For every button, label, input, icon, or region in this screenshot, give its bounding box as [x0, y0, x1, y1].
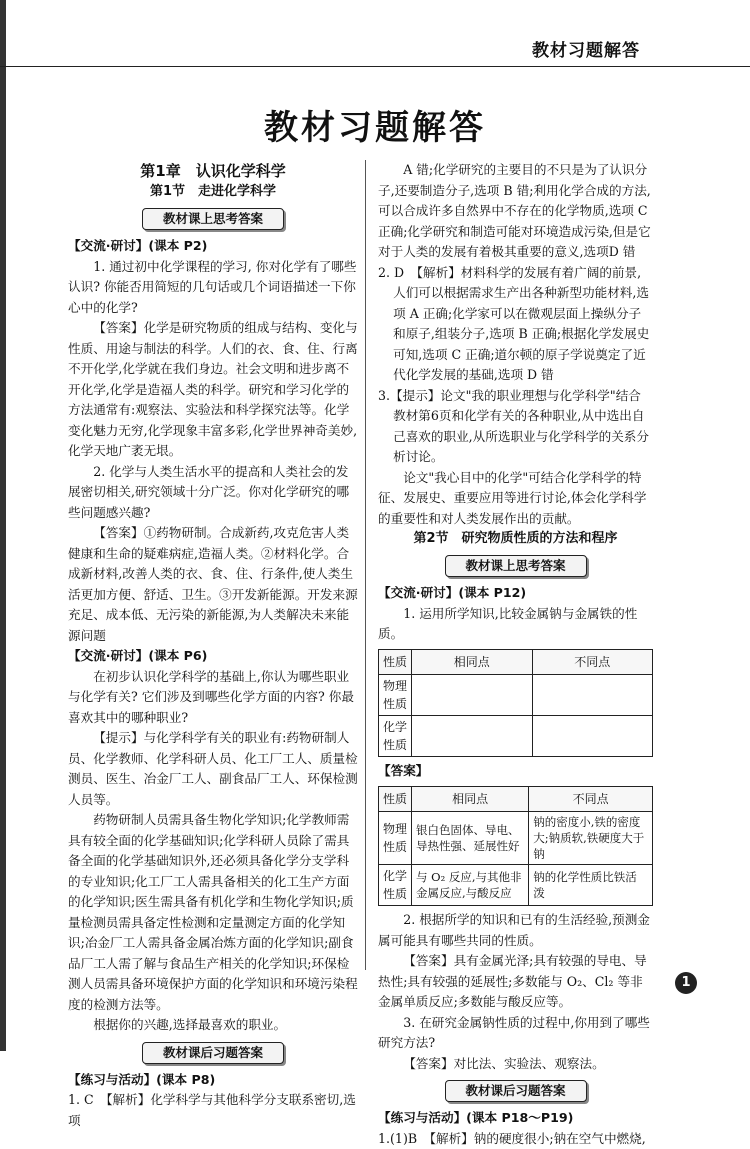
table-cell: 与 O₂ 反应,与其他非金属反应,与酸反应	[412, 865, 529, 906]
exercise-label: 【交流·研讨】(课本 P12)	[378, 583, 653, 604]
table-cell	[412, 716, 533, 757]
comparison-table-blank	[378, 649, 653, 758]
table-cell	[532, 716, 653, 757]
question: 1. 运用所学知识,比较金属钠与金属铁的性质。	[378, 604, 653, 645]
question: 1. 通过初中化学课程的学习, 你对化学有了哪些认识? 你能否用简短的几句话或几个词语描述一下你心中的化学?	[68, 257, 358, 319]
exercise-label: 【交流·研讨】(课本 P2)	[68, 236, 358, 257]
row-label: 化学性质	[379, 865, 412, 906]
chapter-heading: 第1章 认识化学科学	[68, 160, 358, 182]
column-divider	[365, 160, 366, 970]
header-rule	[0, 66, 750, 67]
exercise-label: 【练习与活动】(课本 P8)	[68, 1070, 358, 1091]
answer: 【答案】对比法、实验法、观察法。	[378, 1054, 653, 1075]
binding-edge	[0, 0, 6, 1051]
answer: 【答案】①药物研制。合成新药,攻克危害人类健康和生命的疑难病症,造福人类。②材料化学。合成新材料,改善人类的衣、食、住、行条件,使人类生活更加方便、舒适、卫生。③开发新能源。开发来源充足、成本低、无污染的新能源,为人类解决未来能源问题	[68, 523, 358, 646]
hint-detail: 药物研制人员需具备生物化学知识;化学教师需具有较全面的化学基础知识;化学科研人员除了需具备全面的化学基础知识外,还必须具备化学分支学科的专业知识;化工厂工人需具备相关的化工生产方面的化学知识;医生需具备有机化学和生物化学知识;质量检测员需具备定性检测和定量测定方面的化学知识;冶金厂工人需具备金属冶炼方面的化学知识;副食品厂工人需了解与食品生产相关的化学知识;环保检测人员需具备环境保护方面的化学知识和环境污染程度的检测方法等。	[68, 810, 358, 1015]
table-row	[379, 675, 653, 716]
table-cell: 钠的密度小,铁的密度大;钠质软,铁硬度大于钠	[529, 812, 653, 865]
row-label: 化学性质	[379, 716, 412, 757]
banner-after-class: 教材课后习题答案	[142, 1042, 284, 1064]
table-cell: 钠的化学性质比铁活泼	[529, 865, 653, 906]
comparison-table-answer	[378, 786, 653, 907]
table-row	[379, 812, 653, 865]
page-number: 1	[675, 972, 697, 994]
table-header: 相同点	[412, 786, 529, 812]
section-heading: 第1节 走进化学科学	[68, 182, 358, 202]
question: 2. 化学与人类生活水平的提高和人类社会的发展密切相关,研究领域十分广泛。你对化学研究的哪些问题感兴趣?	[68, 462, 358, 524]
hint-detail: 论文"我心目中的化学"可结合化学科学的特征、发展史、重要应用等进行讨论,体会化学科学的重要性和对人类发展作出的贡献。	[378, 468, 653, 530]
header-title: 教材习题解答	[532, 36, 640, 61]
table-row	[379, 865, 653, 906]
row-label: 物理性质	[379, 812, 412, 865]
answer: 1. C 【解析】化学科学与其他科学分支联系密切,选项	[68, 1090, 358, 1131]
table-header: 性质	[379, 786, 412, 812]
banner-in-class: 教材课上思考答案	[445, 555, 587, 577]
banner-in-class: 教材课上思考答案	[142, 208, 284, 230]
answer: 【答案】具有金属光泽;具有较强的导电、导热性;具有较强的延展性;多数能与 O₂、Cl₂ 等非金属单质反应;多数能与酸反应等。	[378, 951, 653, 1013]
answer: 【答案】化学是研究物质的组成与结构、变化与性质、用途与制法的科学。人们的衣、食、住、行离不开化学,化学就在我们身边。社会文明和进步离不开化学,化学是造福人类的科学。研究和学习化学的方法通常有:观察法、实验法和科学探究法等。化学变化魅力无穷,化学现象丰富多彩,化学世界神奇美妙,化学天地广袤无垠。	[68, 318, 358, 462]
hint: 3.【提示】论文"我的职业理想与化学科学"结合教材第6页和化学有关的各种职业,从中选出自己喜欢的职业,从所选职业与化学科学的关系分析讨论。	[378, 386, 653, 468]
left-column	[68, 160, 358, 1131]
table-cell: 银白色固体、导电、导热性强、延展性好	[412, 812, 529, 865]
banner-after-class: 教材课后习题答案	[445, 1080, 587, 1102]
exercise-label: 【练习与活动】(课本 P18～P19)	[378, 1108, 653, 1129]
hint: 【提示】与化学科学有关的职业有:药物研制人员、化学教师、化学科研人员、化工厂工人、质量检测员、医生、冶金厂工人、副食品厂工人、环保检测人员等。	[68, 728, 358, 810]
question: 3. 在研究金属钠性质的过程中,你用到了哪些研究方法?	[378, 1013, 653, 1054]
answer: 2. D 【解析】材料科学的发展有着广阔的前景,人们可以根据需求生产出各种新型功能材料,选项 A 正确;化学家可以在微观层面上操纵分子和原子,组装分子,选项 B 正确;根据化学发展史可知,选项 C 正确;道尔顿的原子学说奠定了近代化学发展的基础,选项 D 错	[378, 263, 653, 386]
exercise-label: 【交流·研讨】(课本 P6)	[68, 646, 358, 667]
right-column	[378, 160, 653, 1149]
answer: A 错;化学研究的主要目的不只是为了认识分子,还要制造分子,选项 B 错;利用化学合成的方法,可以合成许多自然界中不存在的化学物质,选项 C 正确;化学研究和制造可能对环境造成污染,但是它对于人类的发展有着极其重要的意义,选项D 错	[378, 160, 653, 263]
table-header: 性质	[379, 649, 412, 675]
answer-label: 【答案】	[378, 761, 653, 782]
table-header: 不同点	[529, 786, 653, 812]
section-heading: 第2节 研究物质性质的方法和程序	[378, 529, 653, 549]
table-header: 不同点	[532, 649, 653, 675]
table-header: 相同点	[412, 649, 533, 675]
hint-detail: 根据你的兴趣,选择最喜欢的职业。	[68, 1015, 358, 1036]
answer: 1.(1)B 【解析】钠的硬度很小;钠在空气中燃烧,	[378, 1129, 653, 1149]
row-label: 物理性质	[379, 675, 412, 716]
question: 2. 根据所学的知识和已有的生活经验,预测金属可能具有哪些共同的性质。	[378, 910, 653, 951]
question: 在初步认识化学科学的基础上,你认为哪些职业与化学有关? 它们涉及到哪些化学方面的内容? 你最喜欢其中的哪种职业?	[68, 667, 358, 729]
table-cell	[532, 675, 653, 716]
table-row	[379, 716, 653, 757]
table-cell	[412, 675, 533, 716]
page-title: 教材习题解答	[0, 100, 750, 149]
